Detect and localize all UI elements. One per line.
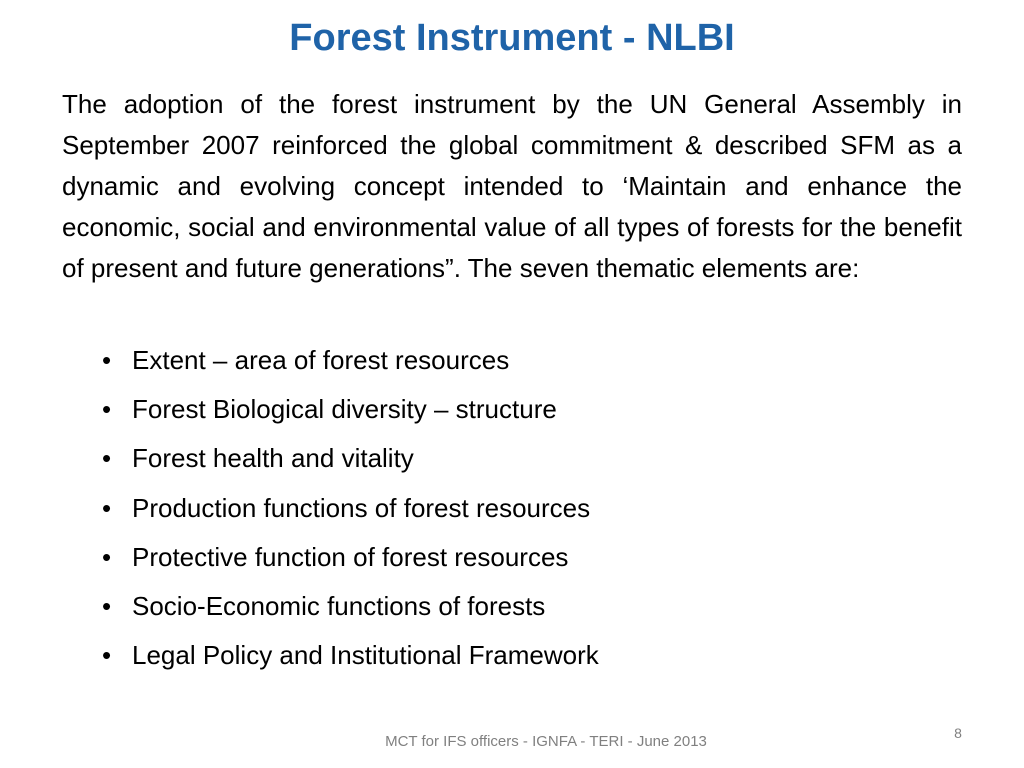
bullet-icon: • (102, 492, 112, 523)
page-number: 8 (954, 725, 962, 741)
list-item (102, 385, 962, 434)
bullet-icon: • (102, 591, 112, 622)
list-item-text: Forest Biological diversity – structure (132, 394, 557, 425)
bullet-icon: • (102, 640, 112, 671)
list-item-text: Extent – area of forest resources (132, 345, 510, 375)
list-item-text: Legal Policy and Institutional Framework (132, 640, 599, 671)
slide-footer (0, 732, 1024, 752)
slide-title: Forest Instrument - NLBI (289, 17, 735, 59)
footer-text: MCT for IFS officers - IGNFA - TERI - June 2013 (385, 733, 707, 750)
list-item-text: Forest health and vitality (132, 443, 414, 474)
list-item (102, 484, 962, 533)
bullet-icon: • (102, 394, 112, 425)
list-item (102, 336, 962, 385)
thematic-elements-list (102, 336, 962, 680)
list-item (102, 582, 962, 631)
list-item-text: Production functions of forest resources (132, 492, 591, 523)
bullet-icon: • (102, 345, 112, 375)
list-item-text: Socio-Economic functions of forests (132, 591, 546, 622)
list-item (102, 434, 962, 483)
bullet-icon: • (102, 541, 112, 572)
list-item-text: Protective function of forest resources (132, 541, 569, 572)
list-item (102, 631, 962, 680)
list-item (102, 533, 962, 582)
intro-paragraph: The adoption of the forest instrument by the UN General Assembly in September 2007 reinforced the global commitment & described SFM as a dynamic and evolving concept intended to ‘Maintain and enhance the economic, social and environmental value of all types of forests for the benefit of present and future generations”. The seven thematic elements are: (62, 89, 962, 283)
bullet-icon: • (102, 443, 112, 474)
